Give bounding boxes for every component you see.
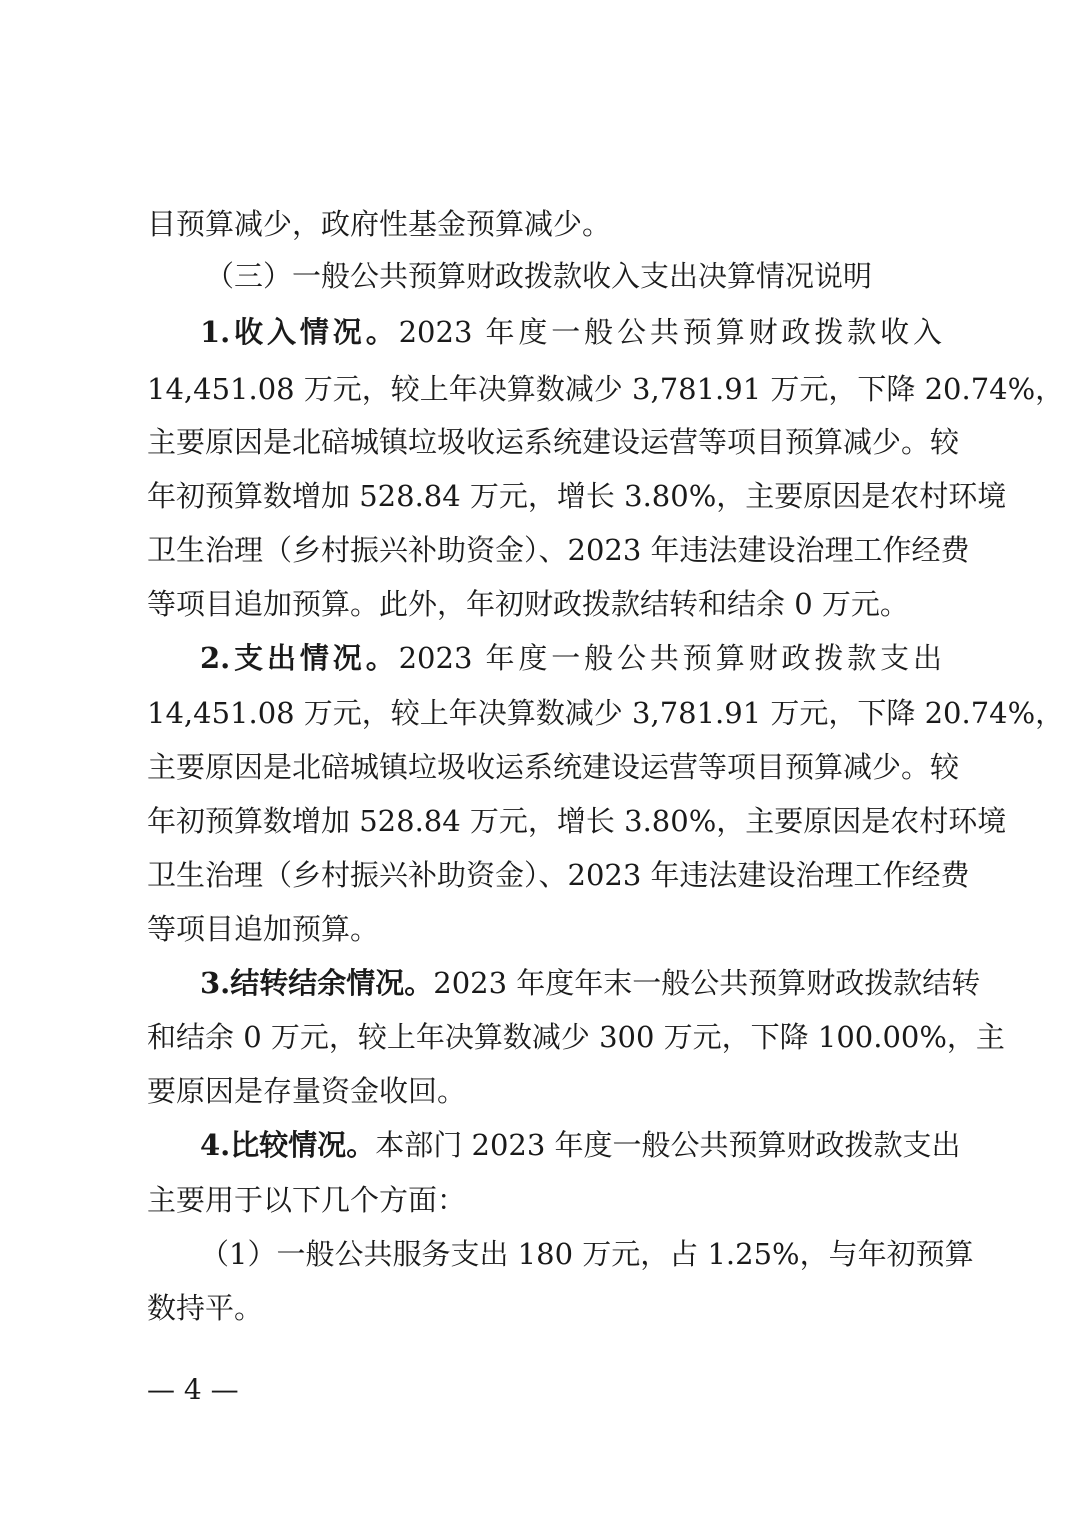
text-run: 2023 年度一般公共预算财政拨款收入 <box>398 315 942 349</box>
text-run: 2023 年度年末一般公共预算财政拨款结转 <box>433 966 981 1000</box>
paragraph-line: （1）一般公共服务支出 180 万元，占 1.25%，与年初预算 <box>200 1237 974 1271</box>
paragraph-line: 数持平。 <box>147 1291 264 1325</box>
paragraph-line: 年初预算数增加 528.84 万元，增长 3.80%，主要原因是农村环境 <box>147 804 1007 838</box>
section-heading: （三）一般公共预算财政拨款收入支出决算情况说明 <box>205 259 873 293</box>
paragraph-line <box>200 963 981 1003</box>
paragraph-line: 14,451.08 万元，较上年决算数减少 3,781.91 万元，下降 20.74%， <box>147 696 1065 730</box>
paragraph-line: 等项目追加预算。 <box>147 912 380 946</box>
text-run: 2023 年度一般公共预算财政拨款支出 <box>398 641 942 675</box>
paragraph-line: 14,451.08 万元，较上年决算数减少 3,781.91 万元，下降 20.74%， <box>147 372 1065 406</box>
text-run: 本部门 2023 年度一般公共预算财政拨款支出 <box>375 1128 961 1162</box>
paragraph-line: 等项目追加预算。此外，年初财政拨款结转和结余 0 万元。 <box>147 587 909 621</box>
paragraph-line <box>200 312 942 352</box>
paragraph-line: 和结余 0 万元，较上年决算数减少 300 万元，下降 100.00%，主 <box>147 1020 1005 1054</box>
paragraph-line: 要原因是存量资金收回。 <box>147 1074 467 1108</box>
paragraph-line <box>200 638 942 678</box>
subheading-comparison: 4.比较情况。 <box>200 1128 376 1162</box>
subheading-carryover: 3.结转结余情况。 <box>200 966 434 1000</box>
paragraph-line: 主要原因是北碚城镇垃圾收运系统建设运营等项目预算减少。较 <box>147 750 960 784</box>
paragraph-line: 卫生治理（乡村振兴补助资金）、2023 年违法建设治理工作经费 <box>147 858 970 892</box>
paragraph-line: 卫生治理（乡村振兴补助资金）、2023 年违法建设治理工作经费 <box>147 533 970 567</box>
paragraph-line: 目预算减少，政府性基金预算减少。 <box>147 207 612 241</box>
page-number: — 4 — <box>147 1373 239 1406</box>
paragraph-line: 主要原因是北碚城镇垃圾收运系统建设运营等项目预算减少。较 <box>147 425 960 459</box>
paragraph-line <box>200 1125 961 1165</box>
subheading-expenditure: 2.支出情况。 <box>200 641 399 675</box>
paragraph-line: 年初预算数增加 528.84 万元，增长 3.80%，主要原因是农村环境 <box>147 479 1007 513</box>
subheading-income: 1.收入情况。 <box>200 315 399 349</box>
paragraph-line: 主要用于以下几个方面： <box>147 1183 467 1217</box>
